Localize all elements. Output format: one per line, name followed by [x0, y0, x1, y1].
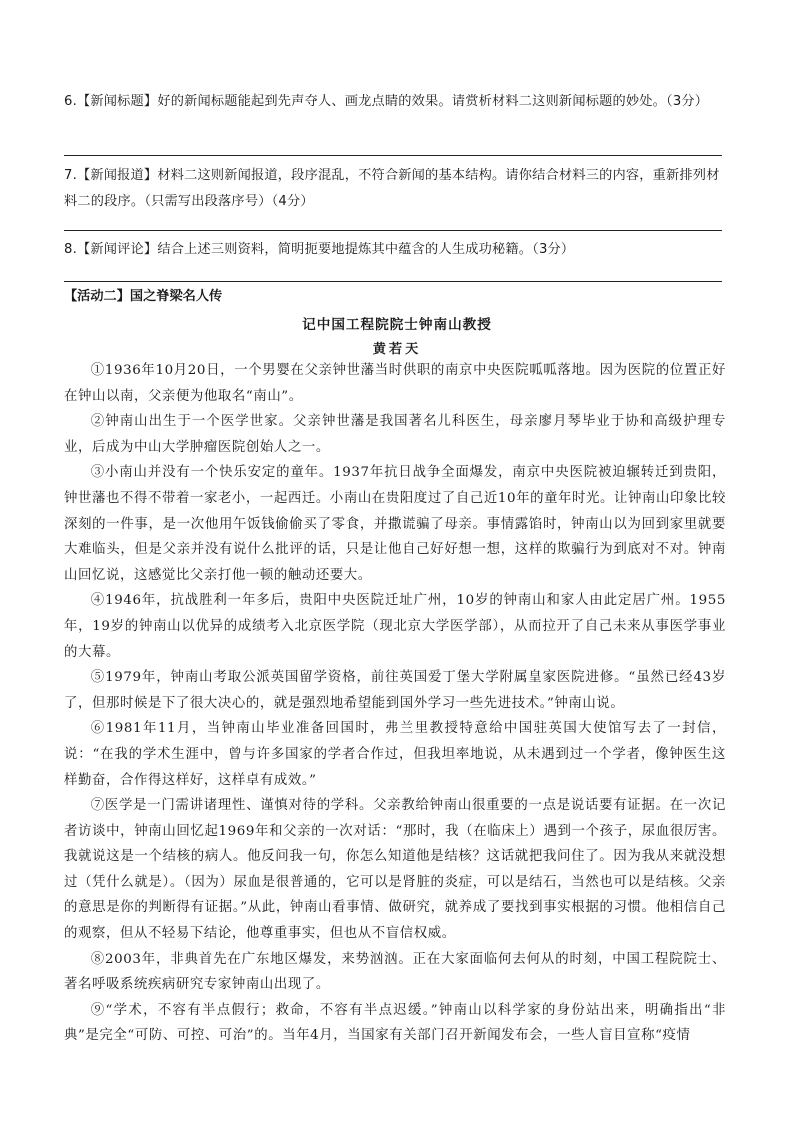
question-7: [64, 163, 724, 215]
question-text: 材料二这则新闻报道，段序混乱，不符合新闻的基本结构。请你结合材料三的内容，重新排列材料二的段序。（只需写出段落序号）（4分）: [64, 168, 720, 209]
paragraph-1: ①1936年10月20日，一个男婴在父亲钟世藩当时供职的南京中央医院呱呱落地。因为医院的位置正好在钟山以南，父亲便为他取名“南山”。: [64, 363, 726, 404]
question-label: 8.【新闻评论】: [64, 242, 158, 257]
question-label: 6.【新闻标题】: [64, 94, 158, 109]
answer-line: [64, 230, 722, 231]
article-title: 记中国工程院院士钟南山教授: [302, 317, 492, 333]
article-body: [64, 358, 726, 1049]
paragraph-5: ⑤1979年，钟南山考取公派英国留学资格，前往英国爱丁堡大学附属皇家医院进修。“虽然已经43岁了，但那时候是下了很大决心的，就是强烈地希望能到国外学习一些先进技术。”钟南山说。: [64, 670, 726, 711]
paragraph-6: ⑥1981年11月，当钟南山毕业准备回国时，弗兰里教授特意给中国驻英国大使馆写去了一封信，说：“在我的学术生涯中，曾与许多国家的学者合作过，但我坦率地说，从未遇到过一个学者，像钟医生这样勤奋，合作得这样好，这样卓有成效。”: [64, 721, 726, 788]
paragraph-9: ⑨“学术，不容有半点假行；救命，不容有半点迟缓。”钟南山以科学家的身份站出来，明确指出“非典”是完全“可防、可控、可治”的。当年4月，当国家有关部门召开新闻发布会，一些人盲目宣称“疫情: [64, 1002, 726, 1044]
activity-heading: 【活动二】国之脊梁名人传: [64, 289, 223, 304]
question-8: [64, 237, 724, 263]
question-text: 好的新闻标题能起到先声夺人、画龙点睛的效果。请赏析材料二这则新闻标题的妙处。（3分）: [157, 94, 709, 109]
answer-line: [64, 155, 722, 156]
question-6: [64, 89, 724, 115]
answer-line: [64, 281, 722, 282]
paragraph-8: ⑧2003年，非典首先在广东地区爆发，来势汹汹。正在大家面临何去何从的时刻，中国工程院院士、著名呼吸系统疾病研究专家钟南山出现了。: [64, 951, 726, 993]
paragraph-3: ③小南山并没有一个快乐安定的童年。1937年抗日战争全面爆发，南京中央医院被迫辗转迁到贵阳，钟世藩也不得不带着一家老小，一起西迁。小南山在贵阳度过了自己近10年的童年时光。让钟南山印象比较深刻的一件事，是一次他用午饭钱偷偷买了零食，并撒谎骗了母亲。事情露馅时，钟南山以为回到家里就要大难临头，但是父亲并没有说什么批评的话，只是让他自己好好想一想，这样的欺骗行为到底对不对。钟南山回忆说，这感觉比父亲打他一顿的触动还要大。: [64, 465, 726, 583]
paragraph-7: ⑦医学是一门需讲诸理性、谨慎对待的学科。父亲教给钟南山很重要的一点是说话要有证据。在一次记者访谈中，钟南山回忆起1969年和父亲的一次对话：“那时，我（在临床上）遇到一个孩子，尿血很厉害。我就说这是一个结核的病人。他反问我一句，你怎么知道他是结核？这话就把我问住了。因为我从来就没想过（凭什么就是）。（因为）尿血是很普通的，它可以是肾脏的炎症，可以是结石，当然也可以是结核。父亲的意思是你的判断得有证据。”从此，钟南山看事情、做研究，就养成了要找到事实根据的习惯。他相信自己的观察，但从不轻易下结论，他尊重事实，但也从不盲信权威。: [64, 798, 726, 942]
question-text: 结合上述三则资料，简明扼要地提炼其中蕴含的人生成功秘籍。（3分）: [157, 242, 575, 257]
paragraph-2: ②钟南山出生于一个医学世家。父亲钟世藩是我国著名儿科医生，母亲廖月琴毕业于协和高级护理专业，后成为中山大学肿瘤医院创始人之一。: [64, 414, 726, 455]
question-label: 7.【新闻报道】: [64, 168, 158, 183]
article-author: 黄若天: [372, 342, 422, 357]
paragraph-4: ④1946年，抗战胜利一年多后，贵阳中央医院迁址广州，10岁的钟南山和家人由此定居广州。1955年，19岁的钟南山以优异的成绩考入北京医学院（现北京大学医学部），从而拉开了自己未来从事医学事业的大幕。: [64, 593, 726, 660]
